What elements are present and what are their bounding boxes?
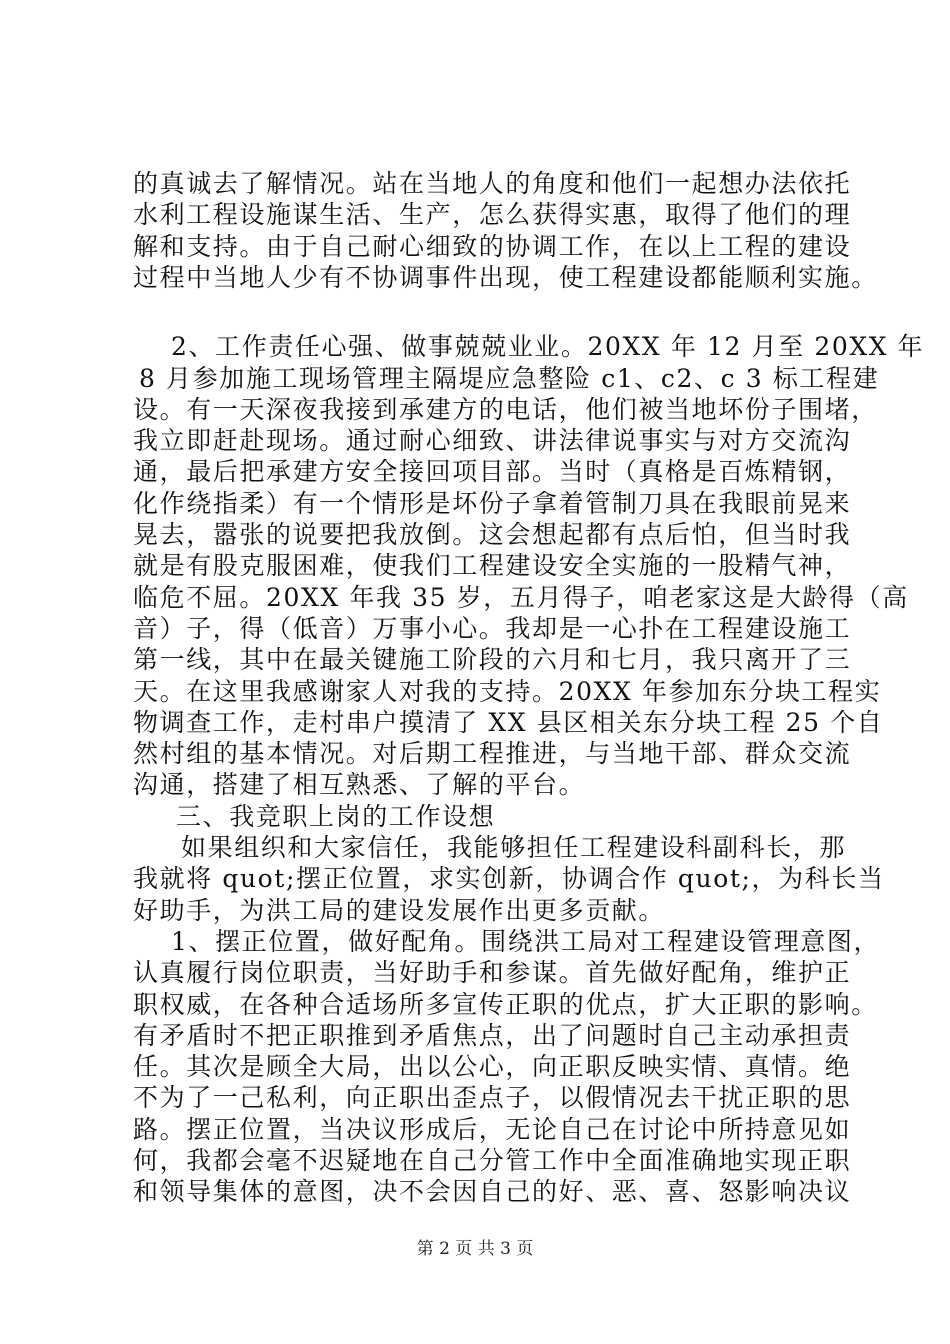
text-line: 任。其次是顾全大局，出以公心，向正职反映实情、真情。绝	[133, 1052, 852, 1082]
text-line: 好助手，为洪工局的建设发展作出更多贡献。	[133, 895, 666, 925]
text-line: 2、工作责任心强、做事兢兢业业。20XX 年 12 月至 20XX 年	[171, 332, 925, 362]
text-line: 晃去，嚣张的说要把我放倒。这会想起都有点后怕，但当时我	[133, 520, 852, 549]
text-line: 职权威，在各种合适场所多宣传正职的优点，扩大正职的影响。	[133, 989, 878, 1019]
text-line: 如果组织和大家信任，我能够担任工程建设科副科长，那	[181, 833, 847, 862]
section-heading: 三、我竞职上岗的工作设想	[176, 801, 496, 831]
text-line: 第一线，其中在最关键施工阶段的六月和七月，我只离开了三	[133, 645, 852, 675]
text-line: 天。在这里我感谢家人对我的支持。20XX 年参加东分块工程实	[133, 676, 882, 706]
text-line: 路。摆正位置，当决议形成后，无论自己在讨论中所持意见如	[133, 1114, 852, 1144]
text-line: 有矛盾时不把正职推到矛盾焦点，出了问题时自己主动承担责	[133, 1020, 852, 1050]
text-line: 然村组的基本情况。对后期工程推进，与当地干部、群众交流	[133, 739, 852, 769]
page-footer: 第 2 页 共 3 页	[416, 1239, 534, 1259]
text-line: 物调查工作，走村串户摸清了 XX 县区相关东分块工程 25 个自	[133, 707, 884, 737]
text-line: 8 月参加施工现场管理主隔堤应急整险 c1、c2、c 3 标工程建	[139, 363, 880, 393]
text-line: 不为了一己私利，向正职出歪点子，以假情况去干扰正职的思	[133, 1083, 852, 1113]
text-line: 和领导集体的意图，决不会因自己的好、恶、喜、怒影响决议	[133, 1177, 852, 1207]
text-line: 1、摆正位置，做好配角。围绕洪工局对工程建设管理意图，	[171, 926, 881, 956]
text-line: 沟通，搭建了相互熟悉、了解的平台。	[133, 770, 586, 800]
text-line: 化作绕指柔）有一个情形是坏份子拿着管制刀具在我眼前晃来	[133, 488, 852, 518]
text-line: 解和支持。由于自己耐心细致的协调工作，在以上工程的建设	[133, 231, 852, 261]
text-line: 设。有一天深夜我接到承建方的电话，他们被当地坏份子围堵，	[133, 394, 878, 424]
text-line: 何，我都会毫不迟疑地在自己分管工作中全面准确地实现正职	[133, 1146, 852, 1175]
text-line: 水利工程设施谋生活、生产，怎么获得实惠，取得了他们的理	[133, 200, 852, 230]
text-line: 通，最后把承建方安全接回项目部。当时（真格是百炼精钢，	[133, 457, 852, 487]
text-line: 临危不屈。20XX 年我 35 岁，五月得子，咱老家这是大龄得（高	[133, 582, 909, 612]
text-line: 音）子，得（低音）万事小心。我却是一心扑在工程建设施工	[133, 613, 852, 643]
text-line: 过程中当地人少有不协调事件出现，使工程建设都能顺利实施。	[133, 262, 878, 292]
text-line: 就是有股克服困难，使我们工程建设安全实施的一股精气神，	[133, 551, 852, 581]
text-line: 的真诚去了解情况。站在当地人的角度和他们一起想办法依托	[133, 169, 852, 198]
text-line: 认真履行岗位职责，当好助手和参谋。首先做好配角，维护正	[133, 958, 852, 988]
text-line: 我立即赶赴现场。通过耐心细致、讲法律说事实与对方交流沟	[133, 426, 852, 456]
text-line: 我就将 quot;摆正位置，求实创新，协调合作 quot;，为科长当	[133, 864, 885, 894]
